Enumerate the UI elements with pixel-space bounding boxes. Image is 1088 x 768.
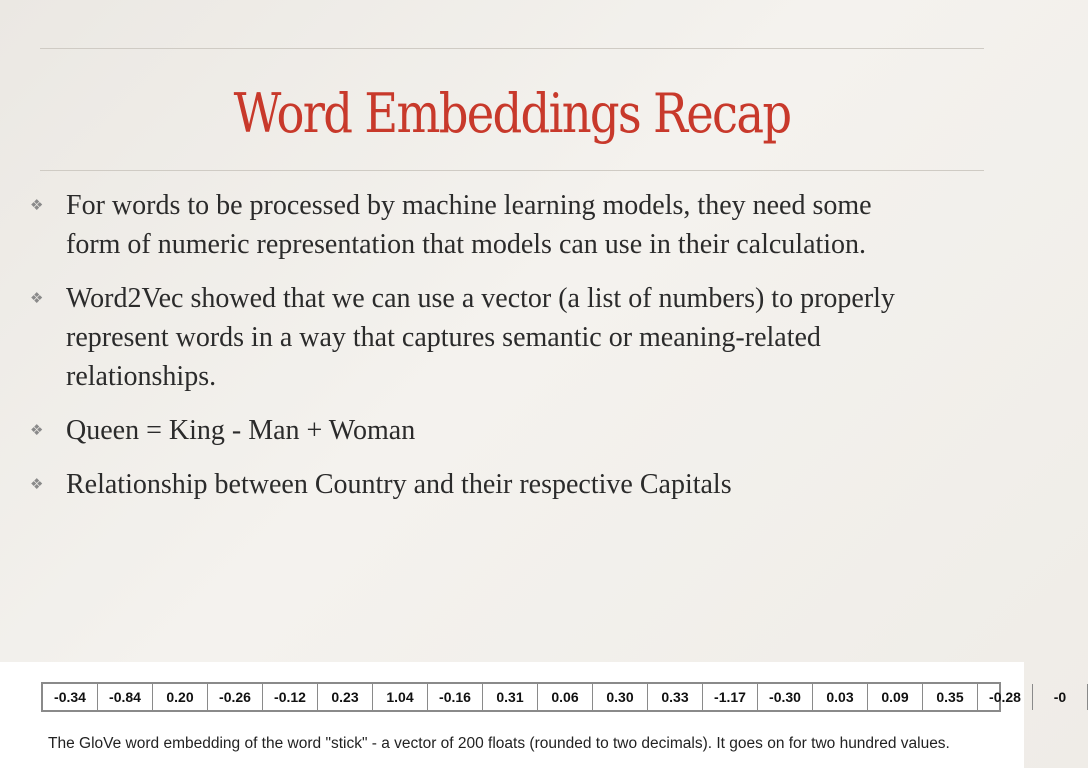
vector-cell: 0.06 <box>538 684 593 710</box>
vector-cell: 0.30 <box>593 684 648 710</box>
bullet-text: Word2Vec showed that we can use a vector (a list of numbers) to properly represent words in a way that captures semantic or meaning-related relationships. <box>66 283 895 392</box>
embedding-vector-table <box>41 682 1067 712</box>
vector-cell: 0.31 <box>483 684 538 710</box>
bullet-item <box>30 465 930 504</box>
bullet-text: Queen = King - Man + Woman <box>66 415 416 446</box>
diamond-ornament-icon: ❖ <box>30 475 44 493</box>
vector-cell: -0.12 <box>263 684 318 710</box>
vector-cell: 0.23 <box>318 684 373 710</box>
vector-cell: 0.35 <box>923 684 978 710</box>
vector-cell: -0.26 <box>208 684 263 710</box>
title-divider <box>40 170 984 171</box>
vector-cell: -0.30 <box>758 684 813 710</box>
glove-embedding-figure <box>0 662 1067 768</box>
diamond-ornament-icon: ❖ <box>30 289 44 307</box>
vector-cell: -0.28 <box>978 684 1033 710</box>
bullet-item <box>30 186 930 264</box>
diamond-ornament-icon: ❖ <box>30 421 44 439</box>
embedding-caption: The GloVe word embedding of the word "stick" - a vector of 200 floats (rounded to two decimals). It goes on for two hundred values. <box>48 735 950 752</box>
vector-cell: -0.84 <box>98 684 153 710</box>
vector-cell: 0.33 <box>648 684 703 710</box>
bullet-text: Relationship between Country and their respective Capitals <box>66 469 732 500</box>
bullet-item <box>30 279 930 396</box>
vector-cell: -0.34 <box>43 684 98 710</box>
vector-cell: -0.16 <box>428 684 483 710</box>
bullet-text: For words to be processed by machine learning models, they need some form of numeric representation that models can use in their calculation. <box>66 190 872 260</box>
diamond-ornament-icon: ❖ <box>30 196 44 214</box>
top-divider <box>40 48 984 49</box>
vector-cell: 0.09 <box>868 684 923 710</box>
bullet-list <box>30 186 930 519</box>
vector-cell: 0.03 <box>813 684 868 710</box>
slide-title: Word Embeddings Recap <box>233 82 791 145</box>
vector-cell: 1.04 <box>373 684 428 710</box>
vector-cell: -0 <box>1033 684 1088 710</box>
vector-cell: 0.20 <box>153 684 208 710</box>
vector-cell: -1.17 <box>703 684 758 710</box>
bullet-item <box>30 411 930 450</box>
